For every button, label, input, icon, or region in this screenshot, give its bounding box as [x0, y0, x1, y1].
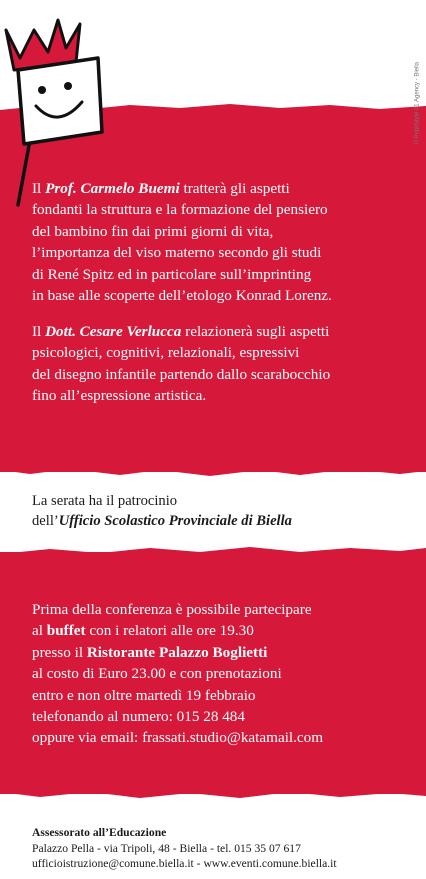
email-line: oppure via email: frassati.studio@katamail.com: [32, 729, 324, 747]
footer-address: Palazzo Pella - via Tripoli, 48 - Biella - tel. 015 35 07 617: [32, 841, 301, 855]
footer-contacts: ufficioistruzione@comune.biella.it - www.eventi.comune.biella.it: [32, 857, 337, 870]
patronage-note: La serata ha il patrocinio dell’Ufficio Scolastico Provinciale di Biella: [32, 493, 292, 529]
paragraph-buemi: Il Prof. Carmelo Buemi tratterà gli aspetti fondanti la struttura e la formazione del pensiero del bambino fin dai primi giorni di vita, l’importanza del viso materno secondo gli studi di René Spitz ed in particolare sull’imprinting in base alle scoperte dell’etologo Konrad Lorenz.: [32, 180, 332, 305]
phone-number: telefonando al numero: 015 28 484: [32, 708, 245, 726]
buffet-info: Prima della conferenza è possibile partecipare al buffet con i relatori alle ore 19.30 presso il Ristorante Palazzo Boglietti al costo di Euro 23.00 e con prenotazioni entro e non oltre martedì 19 febbraio telefonando al numero: 015 28 484 oppure via email: frassati.studio@katamail.com: [32, 599, 323, 749]
restaurant-name: Ristorante Palazzo Boglietti: [86, 643, 268, 661]
agency-credit: © PubliStyle 01 Agency - Biella: [414, 62, 420, 145]
patron-office-name: Ufficio Scolastico Provinciale di Biella: [58, 513, 292, 529]
footer: [32, 825, 337, 872]
footer-title: Assessorato all’Educazione: [32, 826, 167, 839]
speaker-name-verlucca: Dott. Cesare Verlucca: [45, 323, 182, 340]
speaker-name-buemi: Prof. Carmelo Buemi: [45, 180, 180, 197]
paragraph-verlucca: Il Dott. Cesare Verlucca relazionerà sugli aspetti psicologici, cognitivi, relazionali, espressivi del disegno infantile partendo dallo scarabocchio fino all’espressione artistica.: [32, 323, 331, 405]
